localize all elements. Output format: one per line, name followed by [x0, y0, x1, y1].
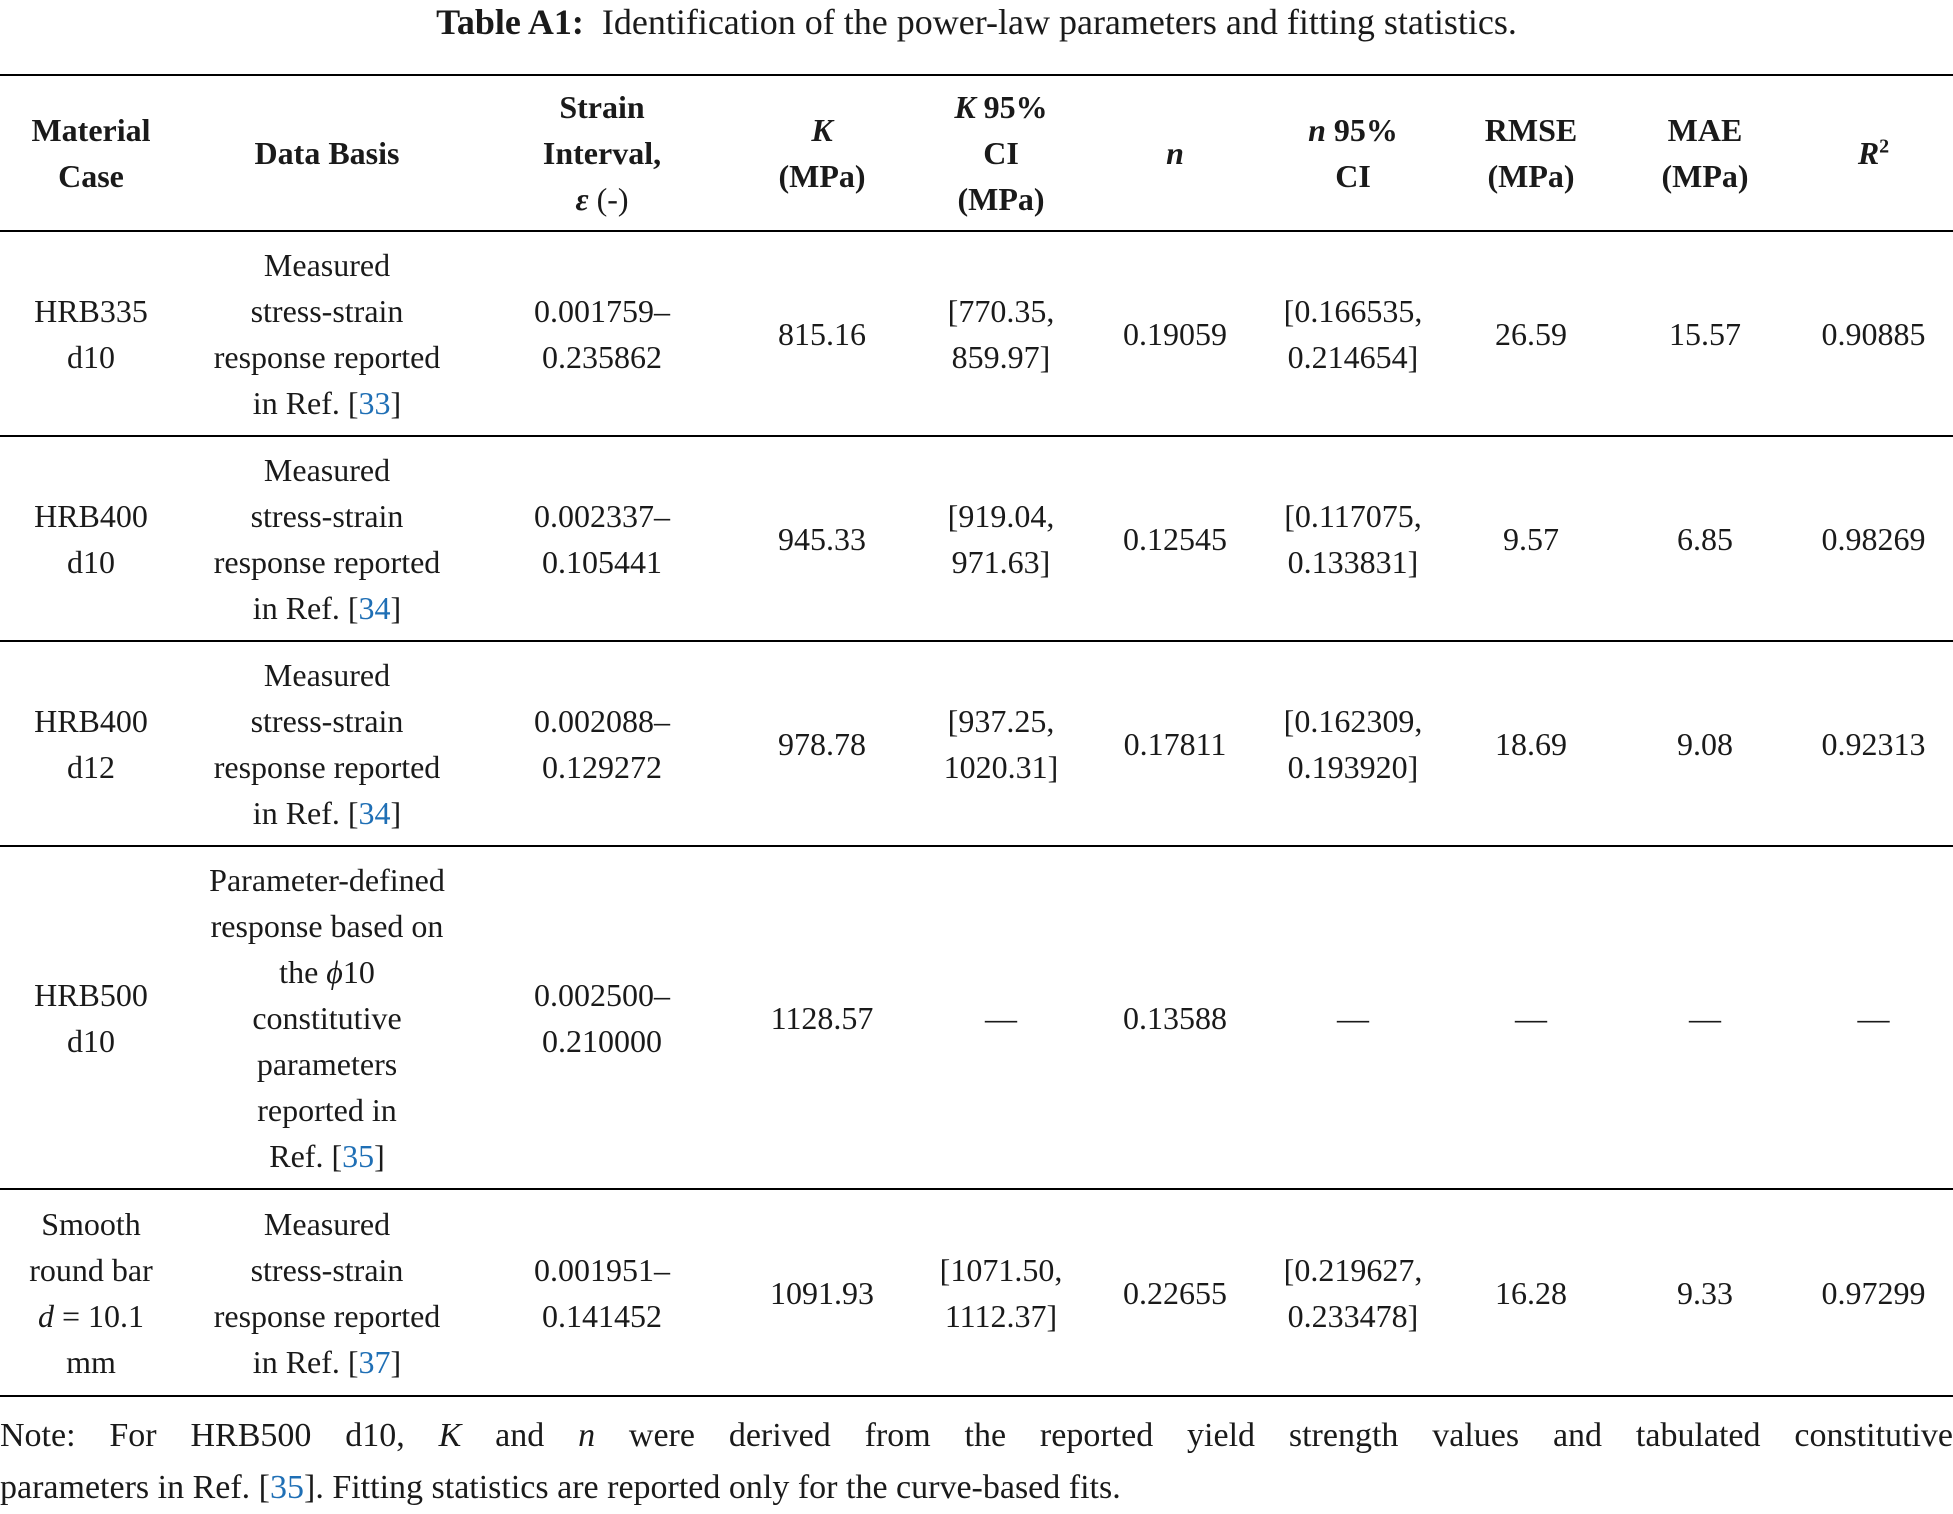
ref-link[interactable]: 34: [358, 794, 391, 831]
table-row: [0, 641, 1953, 846]
cell-basis: Parameter-defined response based on the ϕ10 constitutive parameters reported in Ref. [35]: [182, 846, 472, 1189]
cell-k-ci: [937.25, 1020.31]: [912, 641, 1090, 846]
cell-mae: 15.57: [1616, 231, 1794, 436]
col-n-ci: n 95% CI: [1260, 75, 1446, 231]
cell-mae: 6.85: [1616, 436, 1794, 641]
col-n: n: [1090, 75, 1260, 231]
cell-n-ci: [0.162309, 0.193920]: [1260, 641, 1446, 846]
col-data-basis: Data Basis: [182, 75, 472, 231]
cell-rmse: 9.57: [1446, 436, 1616, 641]
cell-k: 978.78: [732, 641, 912, 846]
table-row: [0, 1189, 1953, 1396]
note-line-2: parameters in Ref. [35]. Fitting statistics are reported only for the curve-based fits.: [0, 1469, 1121, 1506]
cell-k: 1128.57: [732, 846, 912, 1189]
cell-n-ci: [0.117075, 0.133831]: [1260, 436, 1446, 641]
cell-material: HRB335 d10: [0, 231, 182, 436]
cell-k: 815.16: [732, 231, 912, 436]
table-row: [0, 231, 1953, 436]
cell-basis: Measured stress-strain response reported in Ref. [34]: [182, 436, 472, 641]
table-row: [0, 846, 1953, 1189]
cell-material: HRB400 d12: [0, 641, 182, 846]
table-caption: [0, 2, 1953, 42]
col-r2: $R^2$: [1794, 75, 1953, 231]
cell-strain: 0.002088– 0.129272: [472, 641, 732, 846]
results-table: [0, 74, 1953, 1397]
cell-r2: 0.90885: [1794, 231, 1953, 436]
cell-strain: 0.001759– 0.235862: [472, 231, 732, 436]
cell-n: 0.17811: [1090, 641, 1260, 846]
ref-link[interactable]: 35: [342, 1137, 375, 1174]
cell-strain: 0.002337– 0.105441: [472, 436, 732, 641]
cell-rmse: 18.69: [1446, 641, 1616, 846]
col-rmse: RMSE (MPa): [1446, 75, 1616, 231]
col-strain-interval: Strain Interval, ε (-): [472, 75, 732, 231]
cell-r2: 0.97299: [1794, 1189, 1953, 1396]
cell-k-ci: [1071.50, 1112.37]: [912, 1189, 1090, 1396]
header-row: [0, 75, 1953, 231]
cell-material: Smooth round bar d = 10.1 mm: [0, 1189, 182, 1396]
col-k: K (MPa): [732, 75, 912, 231]
table-row: [0, 436, 1953, 641]
cell-k-ci: [919.04, 971.63]: [912, 436, 1090, 641]
cell-basis: Measured stress-strain response reported in Ref. [34]: [182, 641, 472, 846]
cell-k-ci: —: [912, 846, 1090, 1189]
cell-r2: —: [1794, 846, 1953, 1189]
cell-mae: 9.33: [1616, 1189, 1794, 1396]
cell-strain: 0.002500– 0.210000: [472, 846, 732, 1189]
cell-basis: Measured stress-strain response reported in Ref. [37]: [182, 1189, 472, 1396]
cell-n: 0.12545: [1090, 436, 1260, 641]
cell-r2: 0.92313: [1794, 641, 1953, 846]
cell-k: 1091.93: [732, 1189, 912, 1396]
cell-r2: 0.98269: [1794, 436, 1953, 641]
cell-n: 0.22655: [1090, 1189, 1260, 1396]
cell-n-ci: —: [1260, 846, 1446, 1189]
table-title: Identification of the power-law parameters and fitting statistics.: [601, 2, 1517, 42]
ref-link[interactable]: 37: [358, 1343, 391, 1380]
cell-basis: Measured stress-strain response reported in Ref. [33]: [182, 231, 472, 436]
cell-n-ci: [0.219627, 0.233478]: [1260, 1189, 1446, 1396]
cell-k: 945.33: [732, 436, 912, 641]
col-material-case: Material Case: [0, 75, 182, 231]
ref-link[interactable]: 33: [358, 384, 391, 421]
col-mae: MAE (MPa): [1616, 75, 1794, 231]
cell-rmse: 16.28: [1446, 1189, 1616, 1396]
note-line-1: Note: For HRB500 d10, K and n were derived from the reported yield strength values and tabulated constitutive: [0, 1417, 1953, 1454]
cell-strain: 0.001951– 0.141452: [472, 1189, 732, 1396]
table-label: Table A1:: [436, 2, 584, 42]
cell-n: 0.13588: [1090, 846, 1260, 1189]
cell-material: HRB500 d10: [0, 846, 182, 1189]
col-k-ci: K 95% CI (MPa): [912, 75, 1090, 231]
ref-link[interactable]: 35: [270, 1469, 304, 1506]
table-note: [0, 1410, 1953, 1514]
cell-mae: 9.08: [1616, 641, 1794, 846]
ref-link[interactable]: 34: [358, 589, 391, 626]
cell-material: HRB400 d10: [0, 436, 182, 641]
cell-rmse: 26.59: [1446, 231, 1616, 436]
cell-mae: —: [1616, 846, 1794, 1189]
cell-n-ci: [0.166535, 0.214654]: [1260, 231, 1446, 436]
cell-n: 0.19059: [1090, 231, 1260, 436]
cell-k-ci: [770.35, 859.97]: [912, 231, 1090, 436]
cell-rmse: —: [1446, 846, 1616, 1189]
